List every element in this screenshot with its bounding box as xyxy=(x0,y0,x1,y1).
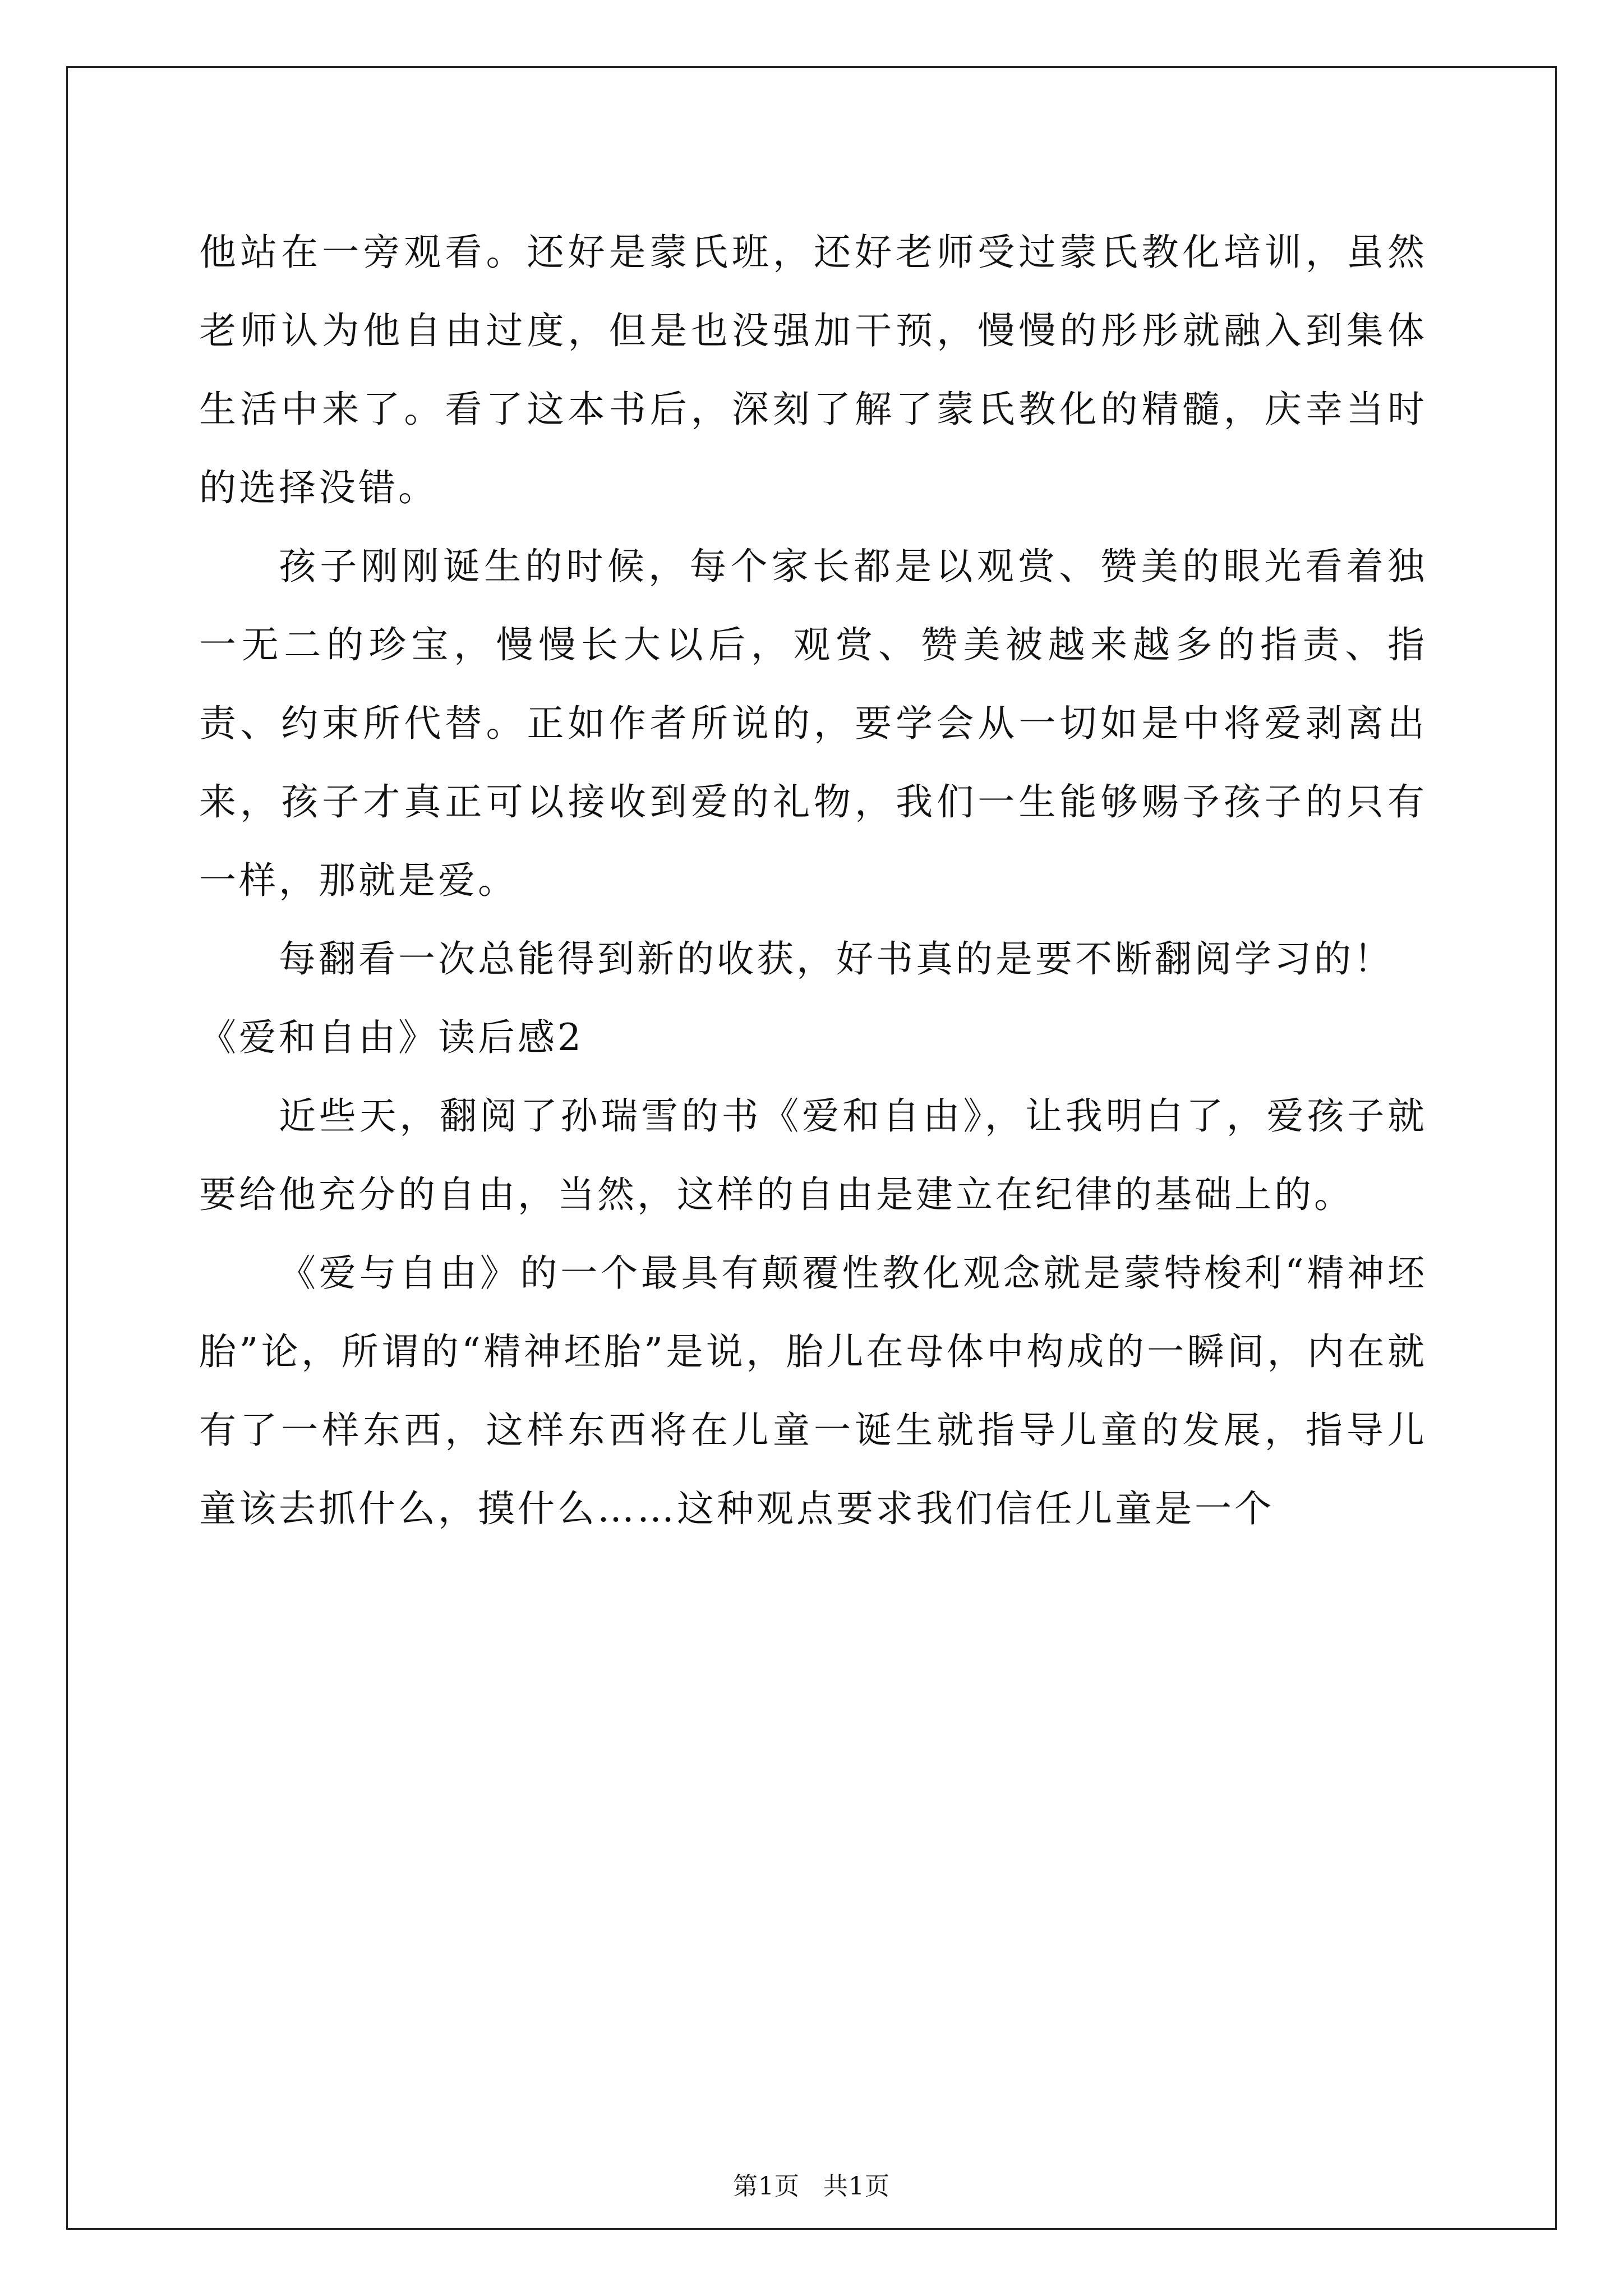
page-footer xyxy=(0,2170,1623,2203)
paragraph-5: 《爱与自由》的一个最具有颠覆性教化观念就是蒙特梭利“精神坯胎”论，所谓的“精神坯胎”是说，胎儿在母体中构成的一瞬间，内在就有了一样东西，这样东西将在儿童一诞生就指导儿童的发展，指导儿童该去抓什么，摸什么……这种观点要求我们信任儿童是一个 xyxy=(199,1251,1427,1530)
paragraph-1: 他站在一旁观看。还好是蒙氏班，还好老师受过蒙氏教化培训，虽然老师认为他自由过度，但是也没强加干预，慢慢的彤彤就融入到集体生活中来了。看了这本书后，深刻了解了蒙氏教化的精髓，庆幸当时的选择没错。 xyxy=(199,231,1427,509)
section-heading: 《爱和自由》读后感2 xyxy=(199,1016,584,1059)
paragraph-3: 每翻看一次总能得到新的收获，好书真的是要不断翻阅学习的！ xyxy=(279,937,1394,981)
document-body xyxy=(199,213,1427,1548)
page-number-total: 共1页 xyxy=(823,2172,890,2201)
page-number-current: 第1页 xyxy=(733,2172,800,2201)
paragraph-2: 孩子刚刚诞生的时候，每个家长都是以观赏、赞美的眼光看着独一无二的珍宝，慢慢长大以后，观赏、赞美被越来越多的指责、指责、约束所代替。正如作者所说的，要学会从一切如是中将爱剥离出来，孩子才真正可以接收到爱的礼物，我们一生能够赐予孩子的只有一样，那就是爱。 xyxy=(199,545,1427,902)
paragraph-4: 近些天，翻阅了孙瑞雪的书《爱和自由》，让我明白了，爱孩子就要给他充分的自由，当然，这样的自由是建立在纪律的基础上的。 xyxy=(199,1094,1427,1216)
